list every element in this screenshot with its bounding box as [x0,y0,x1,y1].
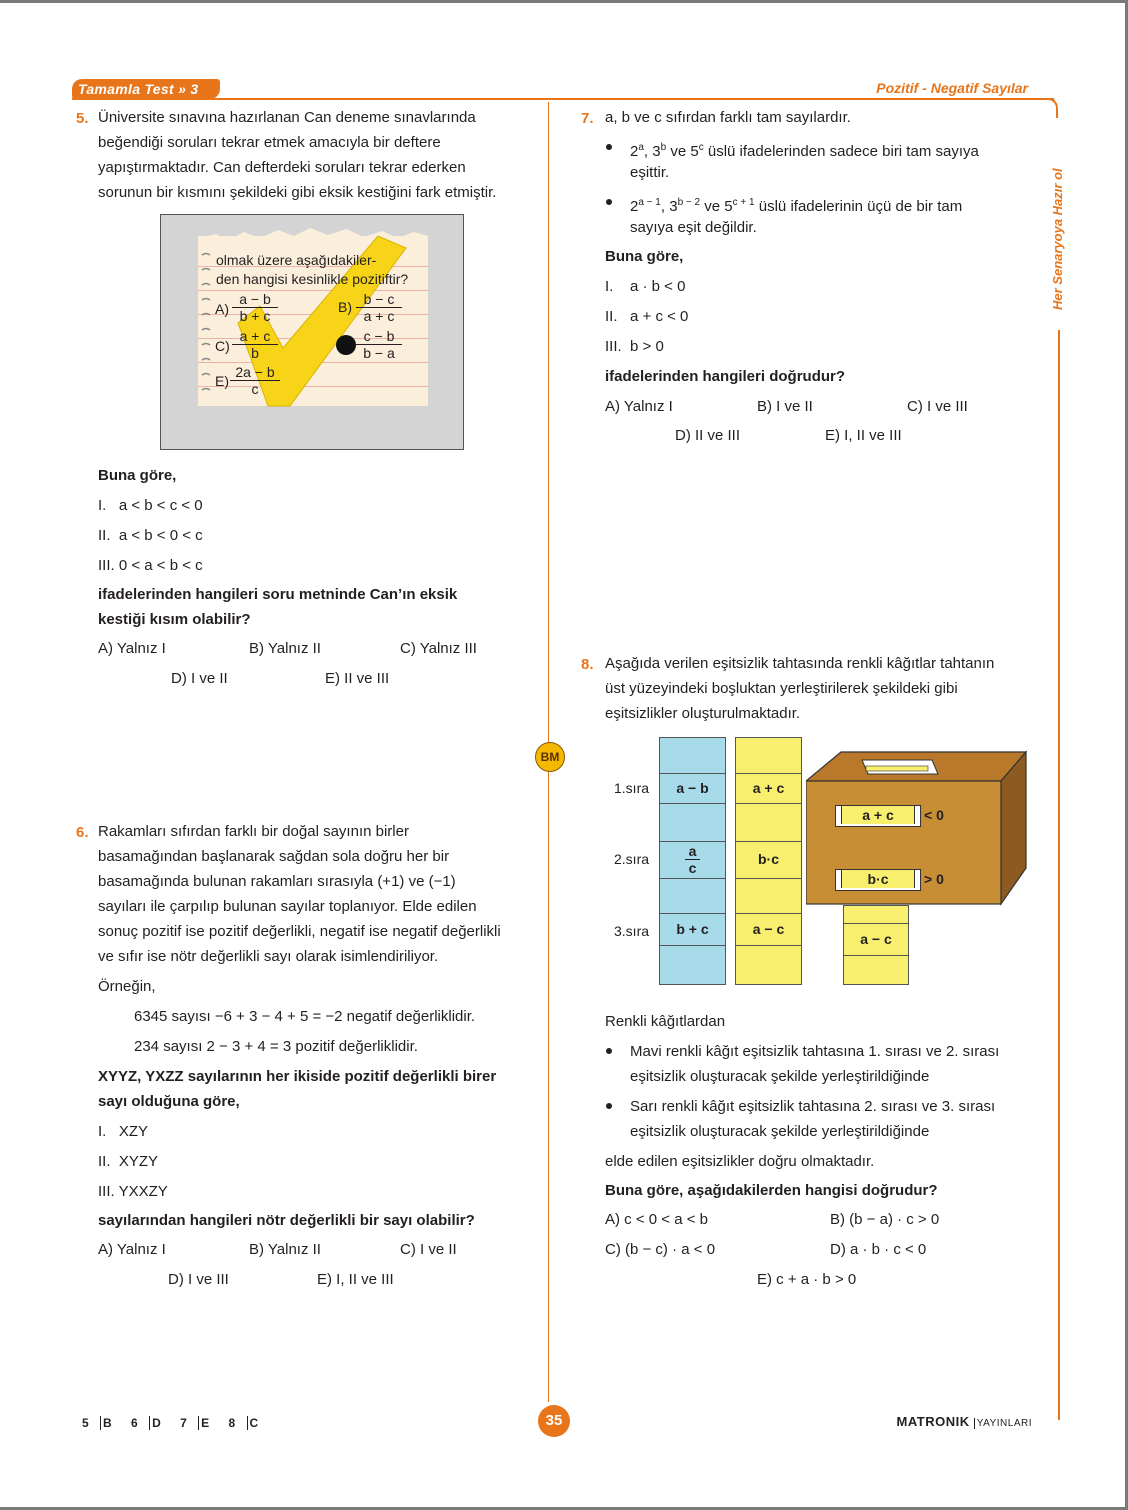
bullet-icon [606,199,612,205]
paper-option-d-fraction: $\frac{c - b}{b - a}$ [356,328,402,361]
paper-option-b-fraction: $\frac{b - c}{a + c}$ [356,291,402,324]
q7-intro: a, b ve c sıfırdan farklı tam sayılardır. [605,109,851,126]
q8-option-c[interactable]: C) (b − c) · a < 0 [605,1241,716,1258]
yellow-row-3: a − c [752,921,785,937]
test-badge: Tamamla Test » 3 [72,79,220,99]
q8-line-3: eşitsizlikler oluşturulmaktadır. [605,705,801,722]
paper-option-e-fraction: $\frac{2a - b}{c}$ [230,364,280,397]
q6-example-2: 234 sayısı 2 − 3 + 4 = 3 pozitif değerliklidir. [134,1038,418,1055]
row-label-2: 2.sıra [614,851,650,867]
q6-line-1: Rakamları sıfırdan farklı bir doğal sayının birler [98,823,409,840]
strip-divider [735,945,802,946]
strip-divider [843,955,909,956]
q8-bullet-1b: eşitsizlik oluşturacak şekilde yerleştirildiğinde [630,1068,930,1085]
paper-option-c-label: C) [215,338,230,354]
header-hook [1046,98,1058,118]
strip-divider [659,878,726,879]
q6-question: sayılarından hangileri nötr değerlikli bir sayı olabilir? [98,1212,475,1229]
q5-option-e[interactable]: E) II ve III [325,670,390,687]
paper-option-c-fraction: $\frac{a + c}{b}$ [232,328,278,361]
answer-6: 6 D [131,1416,161,1430]
strip-divider [659,945,726,946]
q5-line-2: beğendiği soruları tekrar etmek amacıyla bir deftere [98,134,441,151]
q5-line-3: yapıştırmaktadır. Can defterdeki soruları tekrar ederken [98,159,466,176]
q5-item-1: I. a < b < c < 0 [98,497,203,514]
header-rule [72,98,1054,100]
q8-bullet-2b: eşitsizlik oluşturacak şekilde yerleştirildiğinde [630,1123,930,1140]
q6-line-6: ve sıfır ise nötr değerlikli sayı olarak isimlendiriliyor. [98,948,439,965]
q7-option-a[interactable]: A) Yalnız I [605,398,673,415]
q5-option-c[interactable]: C) Yalnız III [400,640,477,657]
q6-line-5: sonuç pozitif ise pozitif değerlikli, negatif ise negatif değerlikli [98,923,501,940]
strip-divider [735,913,802,914]
q6-option-b[interactable]: B) Yalnız II [249,1241,321,1258]
q6-line-2: basamağından başlanarak sağdan sola doğru her bir [98,848,450,865]
yellow-row-1: a + c [752,780,785,796]
q7-option-e[interactable]: E) I, II ve III [825,427,902,444]
strip-divider [735,773,802,774]
strip-divider [659,841,726,842]
q8-line-1: Aşağıda verilen eşitsizlik tahtasında renkli kâğıtlar tahtanın [605,655,995,672]
q5-option-b[interactable]: B) Yalnız II [249,640,321,657]
strip-divider [735,841,802,842]
q8-bullet-1a: Mavi renkli kâğıt eşitsizlik tahtasına 1. sırası ve 2. sırası [630,1043,1000,1060]
paper-text-2: den hangisi kesinlikle pozitiftir? [216,271,409,287]
q8-bullet-2a: Sarı renkli kâğıt eşitsizlik tahtasına 2. sırası ve 3. sırası [630,1098,996,1115]
q6-bold-1: XYYZ, YXZZ sayılarının her ikiside pozitif değerlikli birer [98,1068,497,1085]
spiral-rings [200,250,212,400]
board-relation-2: > 0 [924,871,944,887]
q6-line-3: basamağında bulunan rakamları sırasıyla (+1) ve (−1) [98,873,456,890]
bullet-icon [606,1103,612,1109]
q6-item-1: I. XZY [98,1123,149,1140]
q7-option-b[interactable]: B) I ve II [757,398,813,415]
blue-row-2-fraction: $\frac{a}{c}$ [659,843,726,876]
q6-line-4: sayıları ile çarpılıp bulunan sayılar toplanıyor. Elde edilen [98,898,477,915]
q8-option-a[interactable]: A) c < 0 < a < b [605,1211,708,1228]
q5-line-4: sorunun bir kısmını şekildeki gibi eksik kestiğini fark etmiştir. [98,184,497,201]
paper-option-b-label: B) [338,299,352,315]
board-slot-2-card: b·c [841,870,915,888]
q7-option-d[interactable]: D) II ve III [675,427,741,444]
q6-item-2: II. XYZY [98,1153,159,1170]
side-rule [1058,330,1060,1420]
row-label-3: 3.sıra [614,923,650,939]
page-number: 35 [538,1405,570,1437]
strip-divider [659,773,726,774]
board-slot-1-card: a + c [841,806,915,824]
q8-line-2: üst yüzeyindeki boşluktan yerleştirilerek şekildeki gibi [605,680,958,697]
q6-number: 6. [76,824,89,841]
q5-item-3: III. 0 < a < b < c [98,557,203,574]
strip-divider [735,878,802,879]
q7-bullet-2-line-2: sayıya eşit değildir. [630,219,757,236]
q8-number: 8. [581,656,594,673]
answer-7: 7 E [180,1416,210,1430]
strip-divider [843,923,909,924]
blue-row-1: a − b [676,780,709,796]
topic-title: Pozitif - Negatif Sayılar [876,80,1028,96]
q5-option-d[interactable]: D) I ve II [171,670,228,687]
q6-item-3: III. YXXZY [98,1183,168,1200]
yellow-row-2: b·c [758,851,779,867]
q6-example-1: 6345 sayısı −6 + 3 − 4 + 5 = −2 negatif değerliklidir. [134,1008,476,1025]
q5-line-1: Üniversite sınavına hazırlanan Can deneme sınavlarında [98,109,476,126]
q5-option-a[interactable]: A) Yalnız I [98,640,166,657]
q5-item-2: II. a < b < 0 < c [98,527,203,544]
q7-bullet-2: $2^{a - 1}$, $3^{b - 2}$ ve $5^{c + 1}$ üslü ifadelerinin üçü de bir tam [630,197,963,215]
q7-item-1: I. a · b < 0 [605,278,686,295]
q5-question-2: kestiği kısım olabilir? [98,611,251,628]
blue-row-3: b + c [676,921,709,937]
paper-option-a-label: A) [215,301,229,317]
row-label-1: 1.sıra [614,780,650,796]
q8-result: elde edilen eşitsizlikler doğru olmaktadır. [605,1153,875,1170]
q7-number: 7. [581,110,594,127]
q6-option-d[interactable]: D) I ve III [168,1271,229,1288]
answer-8: 8 C [228,1416,259,1430]
q7-item-3: III. b > 0 [605,338,664,355]
paper-option-a-fraction: $\frac{a - b}{b + c}$ [232,291,278,324]
q7-question: ifadelerinden hangileri doğrudur? [605,368,846,385]
q6-option-c[interactable]: C) I ve II [400,1241,457,1258]
q5-question-1: ifadelerinden hangileri soru metninde Can’ın eksik [98,586,458,603]
bullet-icon [606,144,612,150]
publisher-logo: MATRONIK YAYINLARI [896,1414,1032,1429]
q8-option-d[interactable]: D) a · b · c < 0 [830,1241,927,1258]
bm-logo: BM [535,742,565,772]
q6-option-e[interactable]: E) I, II ve III [317,1271,394,1288]
bullet-icon [606,1048,612,1054]
q7-bullet-1: 2$^a$, 3$^b$ ve 5$^c$ üslü ifadelerinden sadece biri tam sayıya [630,142,979,160]
q5-number: 5. [76,110,89,127]
q8-question: Buna göre, aşağıdakilerden hangisi doğrudur? [605,1182,938,1199]
q8-after: Renkli kâğıtlardan [605,1013,726,1030]
board-relation-1: < 0 [924,807,944,823]
q7-lead: Buna göre, [605,248,684,265]
q7-bullet-1-line-2: eşittir. [630,164,670,181]
q8-option-e[interactable]: E) c + a · b > 0 [757,1271,857,1288]
q7-option-c[interactable]: C) I ve III [907,398,968,415]
q5-lead: Buna göre, [98,467,177,484]
page-border-top [0,0,1128,3]
q6-example-label: Örneğin, [98,978,156,995]
q6-option-a[interactable]: A) Yalnız I [98,1241,166,1258]
paper-option-e-label: E) [215,373,229,389]
answer-5: 5 B [82,1416,112,1430]
board-bottom-label: a − c [860,931,892,947]
strip-divider [659,803,726,804]
paper-text-1: olmak üzere aşağıdakiler- [216,252,377,268]
q7-item-2: II. a + c < 0 [605,308,689,325]
q8-option-b[interactable]: B) (b − a) · c > 0 [830,1211,940,1228]
answer-key [82,1416,274,1430]
strip-divider [659,913,726,914]
strip-divider [735,803,802,804]
side-slogan: Her Senaryoya Hazır ol [1050,168,1065,310]
q6-bold-2: sayı olduğuna göre, [98,1093,240,1110]
hole-punch-dot [336,335,356,355]
